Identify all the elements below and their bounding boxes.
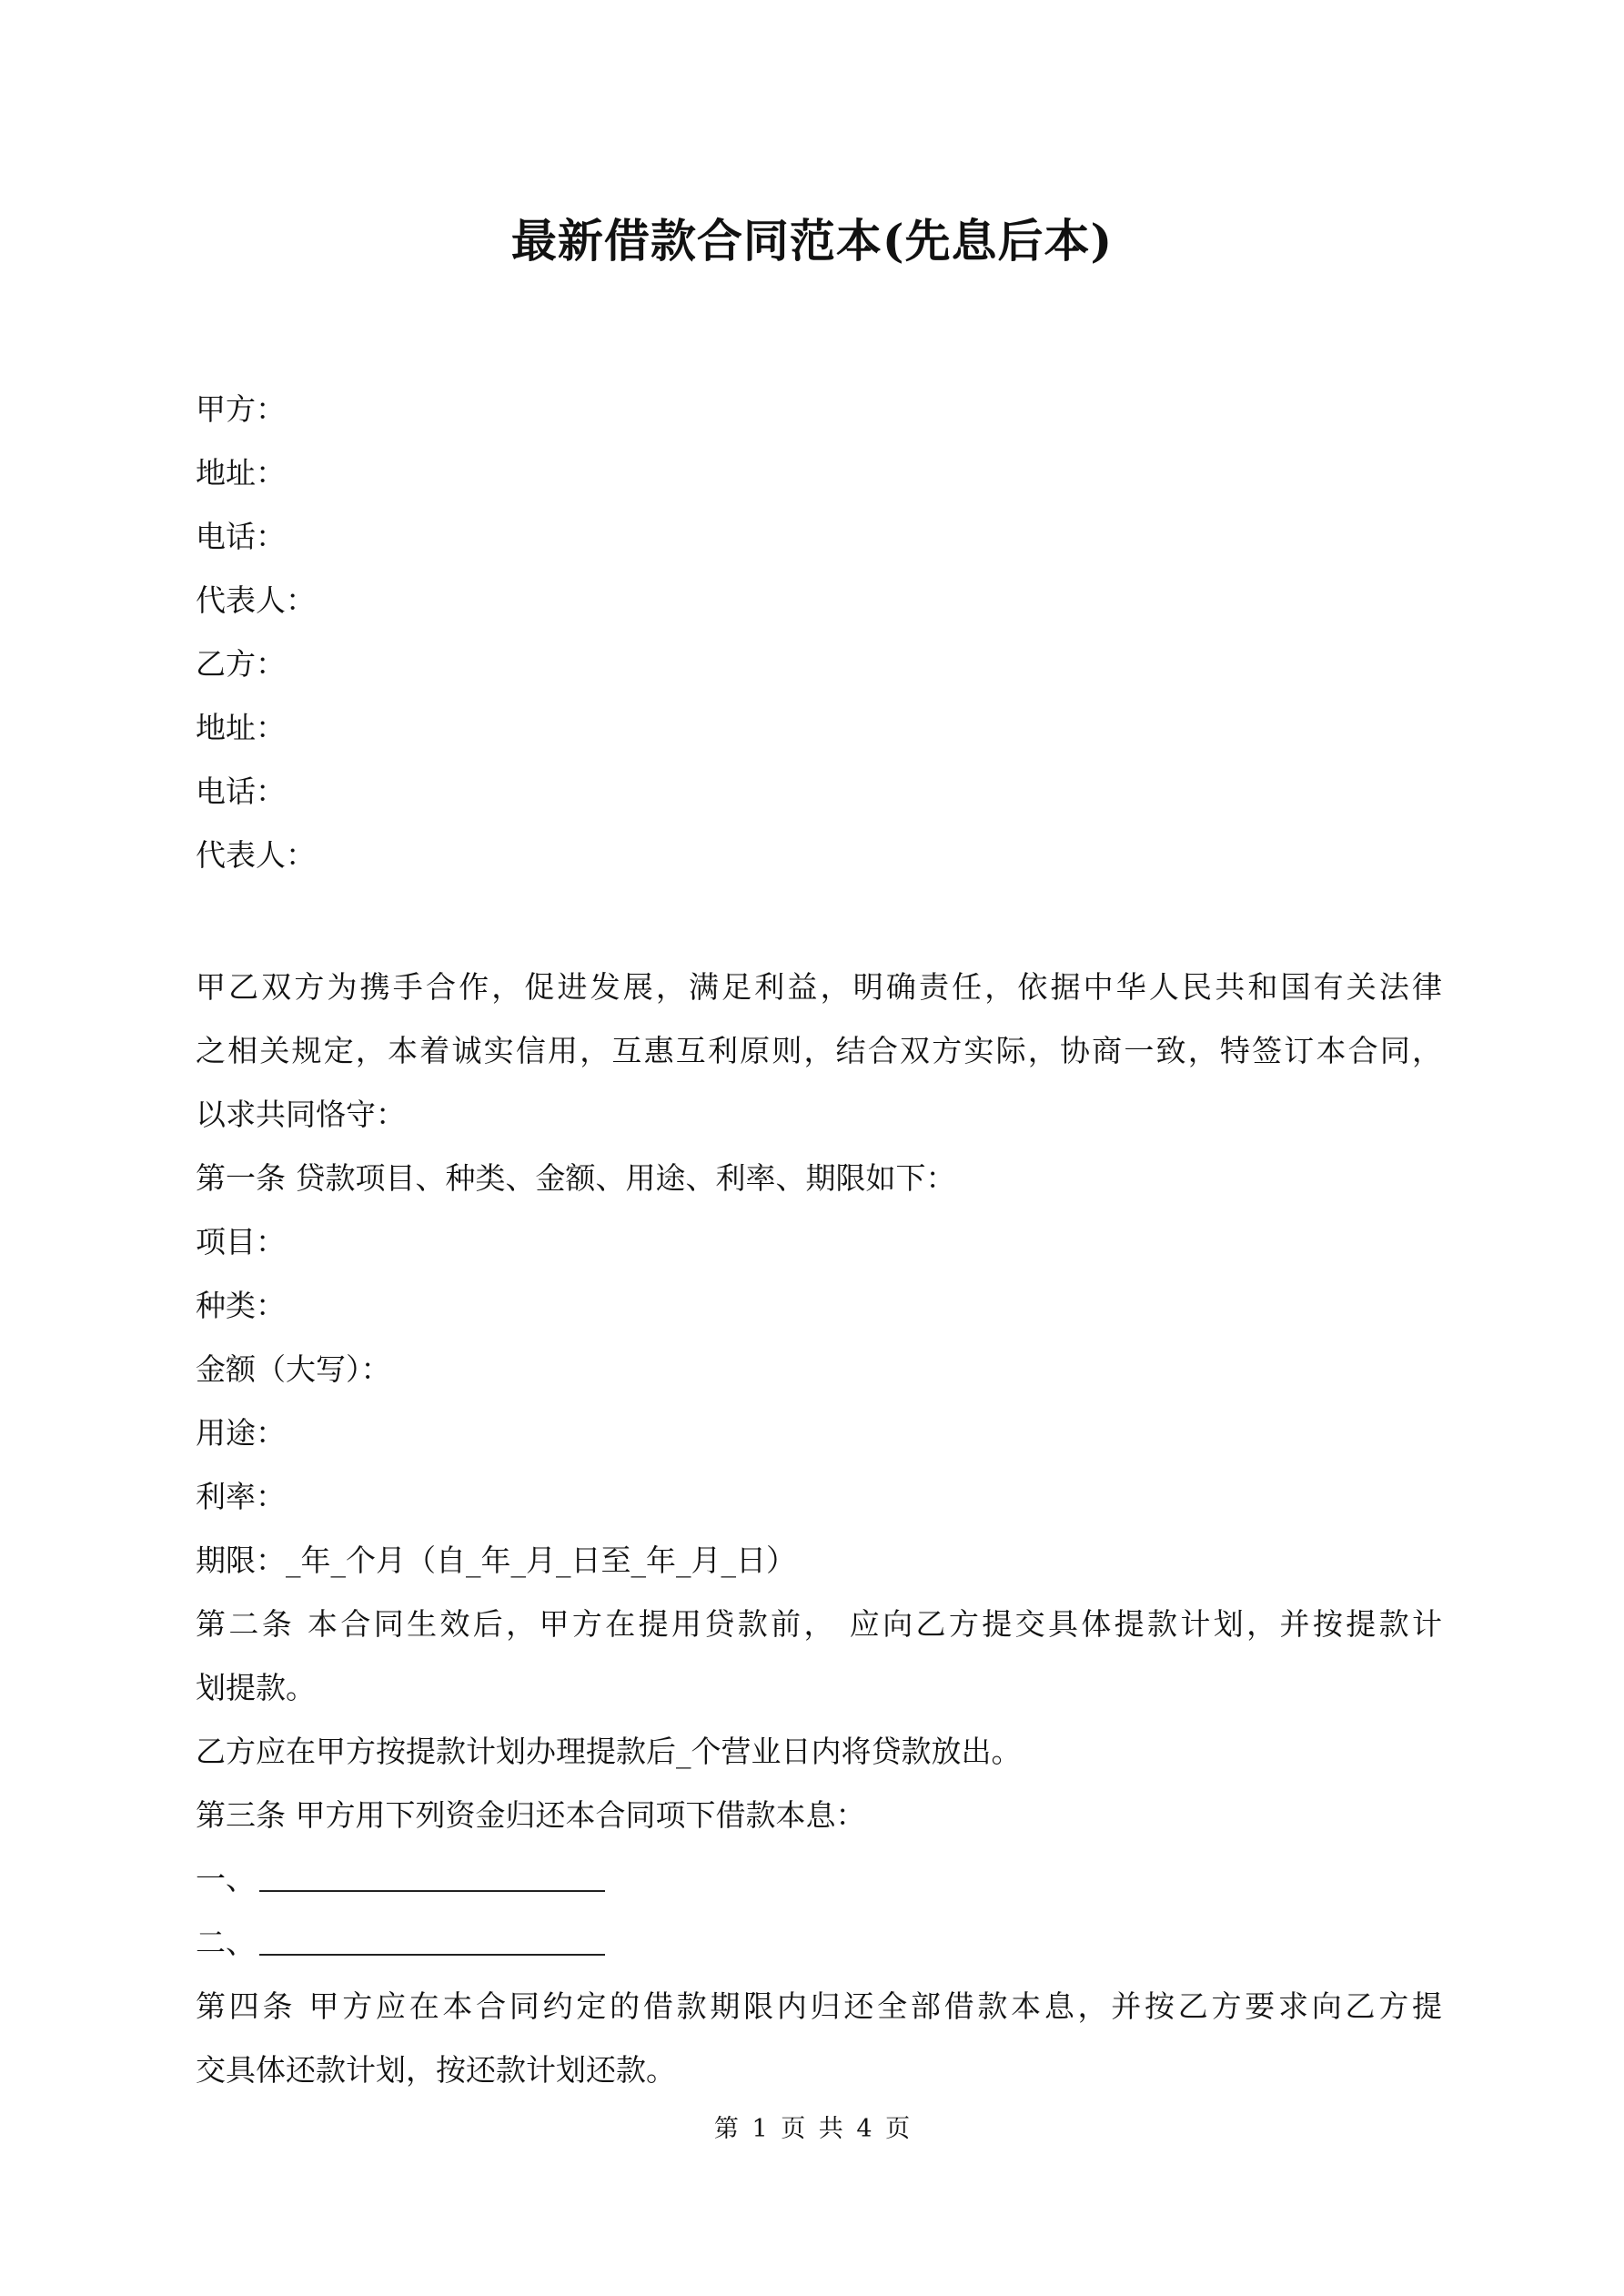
article-1-rate-field: 利率： [196,1479,286,1514]
article-1-amount-field: 金额（大写）： [196,1351,391,1387]
party-a-label: 甲方： [196,391,286,427]
article-3-item [196,1911,1442,1975]
article-1-type-field: 种类： [196,1288,286,1323]
article-3-heading: 第三条 甲方用下列资金归还本合同项下借款本息： [196,1797,866,1833]
article-1-term-field: 期限：_年_个月（自_年_月_日至_年_月_日） [196,1542,796,1578]
party-a-representative-label: 代表人： [196,582,316,618]
article-4-line: 第四条 甲方应在本合同约定的借款期限内归还全部借款本息，并按乙方要求向乙方提 [196,1988,1442,2024]
article-3-item-number: 二、 [196,1925,256,1960]
preamble-line: 以求共同恪守： [196,1097,406,1132]
contract-body [196,956,1442,2102]
party-b-phone-label: 电话： [196,774,286,809]
article-2-followup: 乙方应在甲方按提款计划办理提款后_个营业日内将贷款放出。 [196,1734,1022,1769]
article-1-purpose-field: 用途： [196,1415,286,1451]
article-2-line: 第二条 本合同生效后，甲方在提用贷款前， 应向乙方提交具体提款计划，并按提款计 [196,1606,1442,1642]
article-3-item [196,1847,1442,1911]
preamble-line: 甲乙双方为携手合作，促进发展，满足利益，明确责任，依据中华人民共和国有关法律 [196,969,1442,1005]
preamble-line: 之相关规定，本着诚实信用，互惠互利原则，结合双方实际，协商一致，特签订本合同， [196,1033,1442,1068]
article-2-line: 划提款。 [196,1670,316,1705]
document-title: 最新借款合同范本(先息后本) [510,214,1114,268]
party-a-phone-label: 电话： [196,519,286,554]
fill-in-blank [259,1870,605,1892]
article-1-project-field: 项目： [196,1224,286,1259]
page-number-footer: 第 1 页 共 4 页 [713,2115,911,2143]
party-a-address-label: 地址： [196,455,286,491]
fill-in-blank [259,1934,605,1956]
party-b-representative-label: 代表人： [196,837,316,873]
party-b-label: 乙方： [196,646,286,682]
party-b-address-label: 地址： [196,710,286,745]
party-info-section [196,378,1442,887]
article-1-heading: 第一条 贷款项目、种类、金额、用途、利率、期限如下： [196,1160,956,1196]
article-4-line: 交具体还款计划，按还款计划还款。 [196,2052,676,2088]
article-3-item-number: 一、 [196,1861,256,1896]
